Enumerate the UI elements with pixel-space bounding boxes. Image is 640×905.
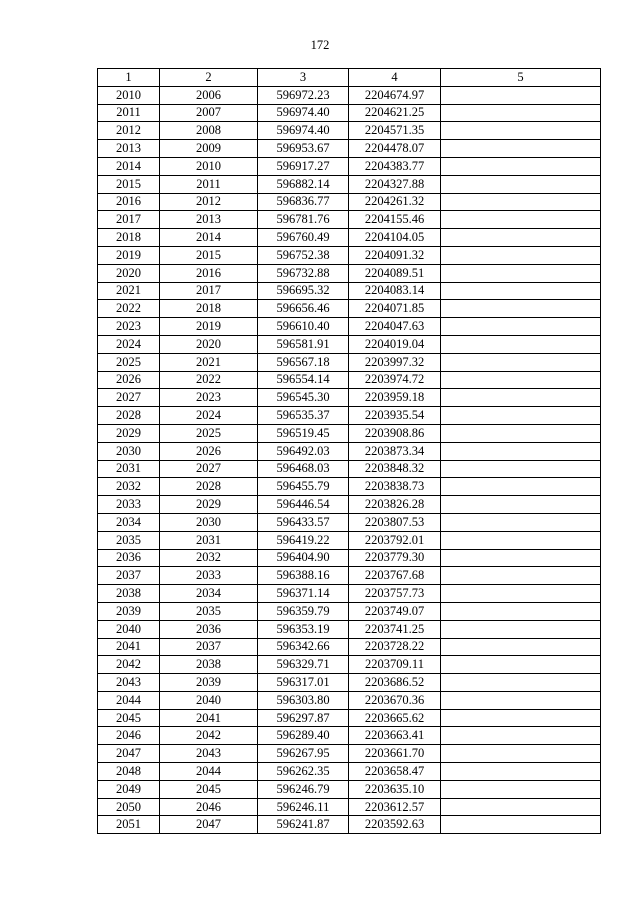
table-cell-col-3: 596610.40 xyxy=(258,318,349,336)
table-row xyxy=(98,549,601,567)
table-cell-col-3: 596446.54 xyxy=(258,496,349,514)
column-header-3: 3 xyxy=(258,69,349,87)
table-cell-col-2: 2047 xyxy=(160,816,258,834)
table-cell-col-2: 2044 xyxy=(160,763,258,781)
table-row xyxy=(98,335,601,353)
table-cell-col-1: 2035 xyxy=(98,531,160,549)
table-cell-col-5 xyxy=(441,531,601,549)
table-cell-col-3: 596317.01 xyxy=(258,674,349,692)
table-cell-col-1: 2025 xyxy=(98,353,160,371)
table-row xyxy=(98,229,601,247)
table-cell-col-2: 2033 xyxy=(160,567,258,585)
table-row xyxy=(98,816,601,834)
table-cell-col-5 xyxy=(441,86,601,104)
table-cell-col-5 xyxy=(441,389,601,407)
table-cell-col-4: 2203635.10 xyxy=(349,780,441,798)
table-cell-col-4: 2204104.05 xyxy=(349,229,441,247)
table-cell-col-5 xyxy=(441,549,601,567)
table-cell-col-5 xyxy=(441,763,601,781)
table-cell-col-1: 2026 xyxy=(98,371,160,389)
table-cell-col-5 xyxy=(441,335,601,353)
table-row xyxy=(98,140,601,158)
table-row xyxy=(98,674,601,692)
table-cell-col-2: 2010 xyxy=(160,157,258,175)
table-cell-col-4: 2203838.73 xyxy=(349,478,441,496)
table-cell-col-5 xyxy=(441,496,601,514)
table-cell-col-4: 2203592.63 xyxy=(349,816,441,834)
table-cell-col-5 xyxy=(441,691,601,709)
table-cell-col-4: 2204091.32 xyxy=(349,246,441,264)
table-row xyxy=(98,709,601,727)
table-cell-col-5 xyxy=(441,157,601,175)
table-cell-col-5 xyxy=(441,602,601,620)
table-cell-col-4: 2203997.32 xyxy=(349,353,441,371)
table-cell-col-3: 596388.16 xyxy=(258,567,349,585)
table-cell-col-3: 596246.79 xyxy=(258,780,349,798)
table-cell-col-4: 2203908.86 xyxy=(349,424,441,442)
table-row xyxy=(98,727,601,745)
table-cell-col-4: 2203826.28 xyxy=(349,496,441,514)
table-cell-col-5 xyxy=(441,798,601,816)
table-cell-col-2: 2032 xyxy=(160,549,258,567)
table-cell-col-1: 2010 xyxy=(98,86,160,104)
table-cell-col-3: 596289.40 xyxy=(258,727,349,745)
table-cell-col-2: 2023 xyxy=(160,389,258,407)
table-cell-col-3: 596433.57 xyxy=(258,513,349,531)
table-row xyxy=(98,389,601,407)
table-cell-col-1: 2021 xyxy=(98,282,160,300)
table-cell-col-4: 2204071.85 xyxy=(349,300,441,318)
table-cell-col-1: 2043 xyxy=(98,674,160,692)
table-cell-col-5 xyxy=(441,140,601,158)
table-cell-col-1: 2038 xyxy=(98,585,160,603)
table-cell-col-4: 2204047.63 xyxy=(349,318,441,336)
table-cell-col-1: 2041 xyxy=(98,638,160,656)
table-cell-col-5 xyxy=(441,709,601,727)
table-cell-col-1: 2015 xyxy=(98,175,160,193)
table-cell-col-2: 2016 xyxy=(160,264,258,282)
table-cell-col-4: 2203974.72 xyxy=(349,371,441,389)
table-cell-col-3: 596974.40 xyxy=(258,122,349,140)
column-header-5: 5 xyxy=(441,69,601,87)
table-cell-col-5 xyxy=(441,371,601,389)
table-cell-col-5 xyxy=(441,407,601,425)
table-cell-col-2: 2043 xyxy=(160,745,258,763)
table-cell-col-4: 2204571.35 xyxy=(349,122,441,140)
table-cell-col-1: 2033 xyxy=(98,496,160,514)
table-cell-col-2: 2015 xyxy=(160,246,258,264)
table-cell-col-4: 2203709.11 xyxy=(349,656,441,674)
table-cell-col-1: 2050 xyxy=(98,798,160,816)
table-cell-col-3: 596468.03 xyxy=(258,460,349,478)
table-row xyxy=(98,620,601,638)
table-cell-col-2: 2025 xyxy=(160,424,258,442)
table-cell-col-4: 2203658.47 xyxy=(349,763,441,781)
table-cell-col-3: 596492.03 xyxy=(258,442,349,460)
table-cell-col-1: 2045 xyxy=(98,709,160,727)
table-cell-col-5 xyxy=(441,193,601,211)
table-cell-col-3: 596371.14 xyxy=(258,585,349,603)
table-cell-col-1: 2039 xyxy=(98,602,160,620)
table-row xyxy=(98,780,601,798)
table-cell-col-3: 596262.35 xyxy=(258,763,349,781)
table-cell-col-1: 2042 xyxy=(98,656,160,674)
table-row xyxy=(98,513,601,531)
table-cell-col-2: 2011 xyxy=(160,175,258,193)
table-cell-col-2: 2012 xyxy=(160,193,258,211)
table-row xyxy=(98,157,601,175)
table-cell-col-2: 2028 xyxy=(160,478,258,496)
table-cell-col-2: 2014 xyxy=(160,229,258,247)
table-cell-col-3: 596974.40 xyxy=(258,104,349,122)
table-cell-col-2: 2041 xyxy=(160,709,258,727)
table-cell-col-5 xyxy=(441,318,601,336)
table-cell-col-1: 2016 xyxy=(98,193,160,211)
table-cell-col-2: 2029 xyxy=(160,496,258,514)
table-cell-col-1: 2012 xyxy=(98,122,160,140)
table-cell-col-3: 596359.79 xyxy=(258,602,349,620)
table-cell-col-5 xyxy=(441,211,601,229)
table-row xyxy=(98,496,601,514)
table-row xyxy=(98,318,601,336)
table-cell-col-1: 2030 xyxy=(98,442,160,460)
table-cell-col-2: 2042 xyxy=(160,727,258,745)
table-row xyxy=(98,442,601,460)
table-cell-col-1: 2018 xyxy=(98,229,160,247)
table-cell-col-2: 2045 xyxy=(160,780,258,798)
table-cell-col-5 xyxy=(441,656,601,674)
table-cell-col-4: 2204261.32 xyxy=(349,193,441,211)
table-cell-col-1: 2028 xyxy=(98,407,160,425)
table-row xyxy=(98,798,601,816)
table-cell-col-1: 2047 xyxy=(98,745,160,763)
table-cell-col-4: 2204327.88 xyxy=(349,175,441,193)
table-cell-col-4: 2203612.57 xyxy=(349,798,441,816)
table-cell-col-4: 2203665.62 xyxy=(349,709,441,727)
table-cell-col-2: 2018 xyxy=(160,300,258,318)
table-cell-col-4: 2203959.18 xyxy=(349,389,441,407)
table-cell-col-3: 596581.91 xyxy=(258,335,349,353)
table-cell-col-1: 2027 xyxy=(98,389,160,407)
table-cell-col-3: 596760.49 xyxy=(258,229,349,247)
column-header-2: 2 xyxy=(160,69,258,87)
table-cell-col-1: 2048 xyxy=(98,763,160,781)
table-cell-col-3: 596419.22 xyxy=(258,531,349,549)
table-cell-col-3: 596246.11 xyxy=(258,798,349,816)
table-cell-col-3: 596917.27 xyxy=(258,157,349,175)
table-cell-col-2: 2019 xyxy=(160,318,258,336)
table-cell-col-4: 2203741.25 xyxy=(349,620,441,638)
column-header-1: 1 xyxy=(98,69,160,87)
table-cell-col-4: 2203779.30 xyxy=(349,549,441,567)
table-cell-col-1: 2032 xyxy=(98,478,160,496)
table-row xyxy=(98,86,601,104)
table-cell-col-5 xyxy=(441,264,601,282)
table-cell-col-1: 2036 xyxy=(98,549,160,567)
table-cell-col-2: 2013 xyxy=(160,211,258,229)
table-cell-col-5 xyxy=(441,104,601,122)
table-cell-col-4: 2203670.36 xyxy=(349,691,441,709)
table-row xyxy=(98,602,601,620)
table-cell-col-5 xyxy=(441,175,601,193)
table-body xyxy=(98,86,601,833)
table-header xyxy=(98,69,601,87)
table-row xyxy=(98,300,601,318)
table-row xyxy=(98,763,601,781)
table-row xyxy=(98,424,601,442)
table-cell-col-1: 2023 xyxy=(98,318,160,336)
table-row xyxy=(98,531,601,549)
table-cell-col-1: 2037 xyxy=(98,567,160,585)
table-cell-col-4: 2203792.01 xyxy=(349,531,441,549)
table-cell-col-2: 2030 xyxy=(160,513,258,531)
table-cell-col-1: 2020 xyxy=(98,264,160,282)
table-cell-col-3: 596241.87 xyxy=(258,816,349,834)
table-cell-col-3: 596545.30 xyxy=(258,389,349,407)
table-cell-col-5 xyxy=(441,745,601,763)
table-cell-col-2: 2006 xyxy=(160,86,258,104)
table-cell-col-3: 596554.14 xyxy=(258,371,349,389)
table-cell-col-2: 2031 xyxy=(160,531,258,549)
coordinates-table xyxy=(97,68,601,834)
table-cell-col-1: 2022 xyxy=(98,300,160,318)
table-cell-col-1: 2011 xyxy=(98,104,160,122)
table-row xyxy=(98,264,601,282)
table-cell-col-4: 2204621.25 xyxy=(349,104,441,122)
table-row xyxy=(98,460,601,478)
table-cell-col-3: 596953.67 xyxy=(258,140,349,158)
table-cell-col-2: 2008 xyxy=(160,122,258,140)
table-cell-col-4: 2204019.04 xyxy=(349,335,441,353)
table-cell-col-2: 2035 xyxy=(160,602,258,620)
table-cell-col-4: 2203663.41 xyxy=(349,727,441,745)
table-cell-col-5 xyxy=(441,424,601,442)
table-cell-col-3: 596882.14 xyxy=(258,175,349,193)
table-cell-col-5 xyxy=(441,513,601,531)
table-cell-col-5 xyxy=(441,727,601,745)
table-cell-col-5 xyxy=(441,300,601,318)
table-cell-col-5 xyxy=(441,620,601,638)
table-cell-col-3: 596404.90 xyxy=(258,549,349,567)
table-row xyxy=(98,407,601,425)
table-cell-col-3: 596535.37 xyxy=(258,407,349,425)
table-cell-col-4: 2203767.68 xyxy=(349,567,441,585)
header-row xyxy=(98,69,601,87)
table-cell-col-4: 2204674.97 xyxy=(349,86,441,104)
table-cell-col-1: 2040 xyxy=(98,620,160,638)
table-row xyxy=(98,122,601,140)
table-cell-col-4: 2203848.32 xyxy=(349,460,441,478)
table-cell-col-5 xyxy=(441,567,601,585)
table-row xyxy=(98,656,601,674)
table-cell-col-1: 2029 xyxy=(98,424,160,442)
table-cell-col-5 xyxy=(441,122,601,140)
table-cell-col-4: 2203749.07 xyxy=(349,602,441,620)
table-cell-col-1: 2024 xyxy=(98,335,160,353)
table-row xyxy=(98,193,601,211)
table-cell-col-2: 2020 xyxy=(160,335,258,353)
table-cell-col-1: 2014 xyxy=(98,157,160,175)
table-cell-col-1: 2013 xyxy=(98,140,160,158)
table-cell-col-3: 596732.88 xyxy=(258,264,349,282)
table-cell-col-5 xyxy=(441,246,601,264)
table-cell-col-3: 596267.95 xyxy=(258,745,349,763)
table-cell-col-4: 2204155.46 xyxy=(349,211,441,229)
table-cell-col-3: 596455.79 xyxy=(258,478,349,496)
table-cell-col-1: 2046 xyxy=(98,727,160,745)
column-header-4: 4 xyxy=(349,69,441,87)
table-cell-col-2: 2046 xyxy=(160,798,258,816)
table-row xyxy=(98,371,601,389)
table-cell-col-2: 2039 xyxy=(160,674,258,692)
table-cell-col-4: 2203728.22 xyxy=(349,638,441,656)
table-cell-col-3: 596567.18 xyxy=(258,353,349,371)
table-cell-col-1: 2049 xyxy=(98,780,160,798)
table-row xyxy=(98,745,601,763)
table-cell-col-3: 596297.87 xyxy=(258,709,349,727)
table-cell-col-2: 2026 xyxy=(160,442,258,460)
table-cell-col-3: 596972.23 xyxy=(258,86,349,104)
table-cell-col-5 xyxy=(441,478,601,496)
table-cell-col-3: 596752.38 xyxy=(258,246,349,264)
table-cell-col-3: 596519.45 xyxy=(258,424,349,442)
table-cell-col-4: 2203686.52 xyxy=(349,674,441,692)
table-row xyxy=(98,638,601,656)
table-row xyxy=(98,282,601,300)
table-row xyxy=(98,478,601,496)
table-cell-col-1: 2017 xyxy=(98,211,160,229)
table-cell-col-2: 2038 xyxy=(160,656,258,674)
table-cell-col-5 xyxy=(441,638,601,656)
table-cell-col-2: 2040 xyxy=(160,691,258,709)
table-cell-col-2: 2024 xyxy=(160,407,258,425)
table-cell-col-2: 2017 xyxy=(160,282,258,300)
table-cell-col-4: 2203935.54 xyxy=(349,407,441,425)
table-cell-col-5 xyxy=(441,780,601,798)
table-cell-col-2: 2036 xyxy=(160,620,258,638)
table-row xyxy=(98,175,601,193)
table-cell-col-4: 2203873.34 xyxy=(349,442,441,460)
table-cell-col-5 xyxy=(441,460,601,478)
table-cell-col-3: 596695.32 xyxy=(258,282,349,300)
table-cell-col-4: 2204478.07 xyxy=(349,140,441,158)
table-row xyxy=(98,567,601,585)
table-row xyxy=(98,691,601,709)
table-row xyxy=(98,211,601,229)
table-cell-col-1: 2019 xyxy=(98,246,160,264)
table-cell-col-5 xyxy=(441,585,601,603)
table-cell-col-4: 2203661.70 xyxy=(349,745,441,763)
table-cell-col-4: 2204383.77 xyxy=(349,157,441,175)
table-cell-col-4: 2204083.14 xyxy=(349,282,441,300)
table-cell-col-4: 2204089.51 xyxy=(349,264,441,282)
table-cell-col-5 xyxy=(441,442,601,460)
table-cell-col-4: 2203807.53 xyxy=(349,513,441,531)
table-cell-col-5 xyxy=(441,674,601,692)
table-cell-col-2: 2034 xyxy=(160,585,258,603)
table-cell-col-3: 596303.80 xyxy=(258,691,349,709)
table-cell-col-2: 2022 xyxy=(160,371,258,389)
table-cell-col-5 xyxy=(441,816,601,834)
table-cell-col-5 xyxy=(441,229,601,247)
table-cell-col-3: 596353.19 xyxy=(258,620,349,638)
table-cell-col-2: 2037 xyxy=(160,638,258,656)
table-cell-col-3: 596329.71 xyxy=(258,656,349,674)
table-row xyxy=(98,104,601,122)
table-cell-col-2: 2007 xyxy=(160,104,258,122)
table-cell-col-2: 2009 xyxy=(160,140,258,158)
table-cell-col-2: 2027 xyxy=(160,460,258,478)
table-row xyxy=(98,353,601,371)
page-number: 172 xyxy=(310,38,330,52)
table-cell-col-2: 2021 xyxy=(160,353,258,371)
table-cell-col-3: 596342.66 xyxy=(258,638,349,656)
table-cell-col-3: 596836.77 xyxy=(258,193,349,211)
table-cell-col-1: 2031 xyxy=(98,460,160,478)
table-cell-col-5 xyxy=(441,282,601,300)
table-cell-col-1: 2044 xyxy=(98,691,160,709)
table-cell-col-1: 2051 xyxy=(98,816,160,834)
table-cell-col-3: 596656.46 xyxy=(258,300,349,318)
table-cell-col-3: 596781.76 xyxy=(258,211,349,229)
table-row xyxy=(98,246,601,264)
table-row xyxy=(98,585,601,603)
table-cell-col-4: 2203757.73 xyxy=(349,585,441,603)
table-cell-col-5 xyxy=(441,353,601,371)
table-cell-col-1: 2034 xyxy=(98,513,160,531)
